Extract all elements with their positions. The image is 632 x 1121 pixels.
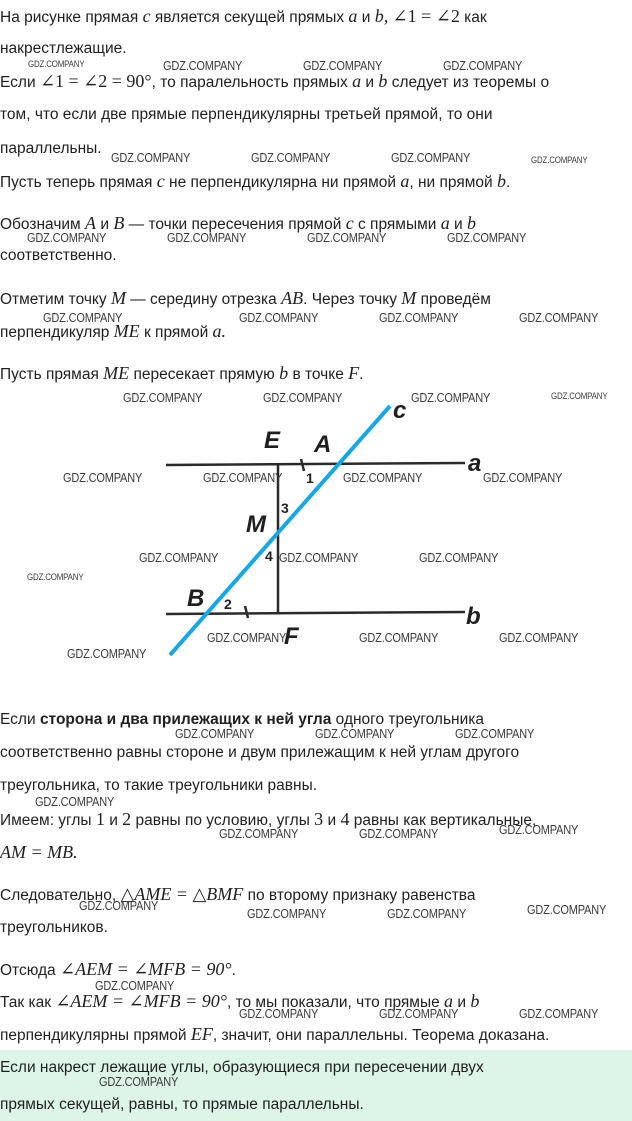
label-E: E: [264, 427, 281, 454]
label-A: A: [314, 431, 332, 458]
geometry-figure: [0, 395, 632, 670]
text: — точки пересечения прямой: [128, 216, 342, 233]
label-2: 2: [224, 596, 232, 612]
text: является секущей прямых: [154, 9, 345, 26]
callout-line-1: [0, 1058, 484, 1078]
var-B: B: [113, 213, 125, 233]
text: Если: [0, 74, 36, 91]
text: . Через точку: [303, 291, 397, 308]
watermark: GDZ.COMPANY: [387, 907, 467, 921]
paragraph-7-line-2: [0, 743, 519, 763]
label-3: 3: [281, 500, 289, 516]
tick-b: [245, 606, 248, 618]
text: , ни прямой: [409, 174, 493, 191]
paragraph-7-line-3: [0, 776, 317, 796]
var-b: b,: [374, 6, 389, 26]
angle-equation: ∠AEM = ∠MFB = 90°: [55, 991, 227, 1011]
text: — середину отрезка: [130, 291, 277, 308]
var-ME: ME: [113, 321, 140, 341]
text: треугольников.: [0, 919, 108, 936]
watermark: GDZ.COMPANY: [447, 231, 527, 245]
paragraph-1-line-2: [0, 39, 127, 59]
paragraph-1-line-1: [0, 6, 487, 28]
watermark: GDZ.COMPANY: [411, 391, 491, 405]
text: Если накрест лежащие углы, образующиеся при пересечении двух: [0, 1059, 484, 1076]
text: и: [361, 9, 371, 26]
tick-a: [301, 459, 304, 471]
watermark: GDZ.COMPANY: [379, 1007, 459, 1021]
watermark: GDZ.COMPANY: [455, 727, 535, 741]
watermark: GDZ.COMPANY: [519, 1007, 599, 1021]
number-2: 2: [122, 809, 132, 829]
text: перпендикуляр: [0, 324, 110, 341]
angle-equation: ∠AEM = ∠MFB = 90°: [60, 959, 232, 979]
watermark: GDZ.COMPANY: [531, 155, 588, 165]
watermark: GDZ.COMPANY: [239, 311, 319, 325]
paragraph-9-line-2: [0, 918, 108, 938]
label-1: 1: [306, 470, 314, 486]
text: одного треугольника: [335, 711, 485, 728]
text: и: [109, 812, 118, 829]
paragraph-9-line-1: [0, 884, 475, 906]
var-A: A: [85, 213, 97, 233]
text: по второму признаку равенства: [247, 887, 476, 904]
watermark: GDZ.COMPANY: [519, 311, 599, 325]
watermark: GDZ.COMPANY: [551, 391, 608, 401]
text: как: [464, 9, 487, 26]
var-a: a: [400, 171, 410, 191]
text: Следовательно,: [0, 887, 117, 904]
watermark: GDZ.COMPANY: [95, 979, 175, 993]
var-c: c: [142, 6, 151, 26]
watermark: GDZ.COMPANY: [251, 151, 331, 165]
paragraph-11-line-2: [0, 1024, 549, 1046]
paragraph-8-line-2: [0, 842, 78, 864]
text: , то паралельность прямых: [151, 74, 348, 91]
watermark: GDZ.COMPANY: [79, 899, 159, 913]
var-M: M: [110, 288, 126, 308]
watermark: GDZ.COMPANY: [27, 231, 107, 245]
text: Обозначим: [0, 216, 81, 233]
watermark: GDZ.COMPANY: [499, 823, 579, 837]
var-b: b: [467, 213, 477, 233]
text: пересекает прямую: [133, 366, 275, 383]
var-b: b: [279, 363, 289, 383]
var-a: a: [444, 991, 454, 1011]
text: , то мы показали, что прямые: [226, 994, 440, 1011]
text: треугольника, то такие треугольники равны.: [0, 777, 318, 794]
watermark: GDZ.COMPANY: [35, 795, 115, 809]
var-b: b: [470, 991, 480, 1011]
text: Так как: [0, 994, 52, 1011]
text: следует из теоремы о: [391, 74, 550, 91]
text: с прямыми: [358, 216, 437, 233]
text: и: [365, 74, 375, 91]
equation-am-mb: AM = MB.: [0, 842, 78, 862]
number-4: 4: [340, 809, 350, 829]
watermark: GDZ.COMPANY: [527, 903, 607, 917]
var-c: c: [156, 171, 165, 191]
triangle-equation: △AME = △BMF: [120, 884, 244, 904]
watermark: GDZ.COMPANY: [307, 231, 387, 245]
var-M: M: [401, 288, 417, 308]
line-a: [166, 463, 465, 465]
watermark: GDZ.COMPANY: [239, 1007, 319, 1021]
text: в точке: [292, 366, 344, 383]
watermark: GDZ.COMPANY: [139, 551, 219, 565]
watermark: GDZ.COMPANY: [359, 827, 439, 841]
text: проведём: [420, 291, 491, 308]
label-a: a: [468, 450, 482, 477]
var-EF: EF: [190, 1024, 213, 1044]
watermark: GDZ.COMPANY: [315, 727, 395, 741]
var-b: b: [378, 71, 388, 91]
watermark: GDZ.COMPANY: [379, 311, 459, 325]
text: На рисунке прямая: [0, 9, 139, 26]
label-c: c: [393, 397, 407, 424]
watermark: GDZ.COMPANY: [483, 471, 563, 485]
paragraph-3: [0, 171, 510, 193]
var-AB: AB: [281, 288, 304, 308]
watermark: GDZ.COMPANY: [419, 551, 499, 565]
paragraph-2-line-1: [0, 71, 549, 93]
watermark: GDZ.COMPANY: [219, 827, 299, 841]
text: Отсюда: [0, 962, 56, 979]
text: к прямой: [143, 324, 209, 341]
watermark: GDZ.COMPANY: [343, 471, 423, 485]
watermark: GDZ.COMPANY: [263, 391, 343, 405]
paragraph-5-line-1: [0, 288, 491, 310]
text: равны как вертикальные,: [353, 812, 537, 829]
text: соответственно.: [0, 247, 117, 264]
var-a: a: [440, 213, 450, 233]
watermark: GDZ.COMPANY: [303, 59, 383, 73]
watermark: GDZ.COMPANY: [359, 631, 439, 645]
text: и: [454, 216, 463, 233]
watermark: GDZ.COMPANY: [63, 471, 143, 485]
watermark: GDZ.COMPANY: [163, 59, 243, 73]
text: параллельны.: [0, 140, 102, 157]
text: накрестлежащие.: [0, 40, 127, 57]
watermark: GDZ.COMPANY: [167, 231, 247, 245]
text: Пусть теперь прямая: [0, 174, 153, 191]
number-3: 3: [314, 809, 324, 829]
watermark: GDZ.COMPANY: [175, 727, 255, 741]
watermark: GDZ.COMPANY: [207, 631, 287, 645]
label-F: F: [284, 623, 299, 650]
text: и: [327, 812, 337, 829]
text: равны по условию, углы: [135, 812, 310, 829]
text: Отметим точку: [0, 291, 107, 308]
var-ME: ME: [103, 363, 130, 383]
text: прямых секущей, равны, то прямые параллельны.: [0, 1096, 364, 1113]
text: соответственно равны стороне и двум прилежащим к ней углам другого: [0, 744, 520, 761]
label-b: b: [466, 603, 481, 630]
text: Имеем: углы: [0, 812, 92, 829]
text: .: [505, 174, 511, 191]
angle-equation: ∠1 = ∠2: [392, 6, 460, 26]
paragraph-4-line-2: [0, 246, 117, 266]
label-M: M: [246, 511, 266, 538]
text: .: [231, 962, 236, 979]
text: и: [457, 994, 467, 1011]
watermark: GDZ.COMPANY: [443, 59, 523, 73]
label-4: 4: [265, 548, 273, 564]
watermark: GDZ.COMPANY: [67, 647, 147, 661]
text: и: [100, 216, 110, 233]
text: том, что если две прямые перпендикулярны третьей прямой, то они: [0, 106, 493, 123]
var-c: c: [345, 213, 354, 233]
watermark: GDZ.COMPANY: [28, 59, 85, 69]
watermark: GDZ.COMPANY: [203, 471, 283, 485]
watermark: GDZ.COMPANY: [279, 551, 359, 565]
paragraph-2-line-3: [0, 139, 102, 159]
paragraph-2-line-2: [0, 105, 493, 125]
text: перпендикулярны прямой: [0, 1027, 187, 1044]
text: Пусть прямая: [0, 366, 99, 383]
watermark: GDZ.COMPANY: [27, 572, 84, 582]
var-a: a: [352, 71, 362, 91]
text: .: [359, 366, 364, 383]
callout-line-2: [0, 1095, 364, 1115]
watermark: GDZ.COMPANY: [391, 151, 471, 165]
paragraph-6: [0, 363, 363, 385]
var-F: F: [348, 363, 360, 383]
var-a: a.: [212, 321, 227, 341]
watermark: GDZ.COMPANY: [111, 151, 191, 165]
watermark: GDZ.COMPANY: [43, 311, 123, 325]
label-B: B: [187, 585, 205, 612]
text: , значит, они параллельны. Теорема доказана.: [212, 1027, 550, 1044]
var-a: a: [348, 6, 358, 26]
text: не перпендикулярна ни прямой: [169, 174, 397, 191]
paragraph-10: [0, 959, 236, 981]
text: Если: [0, 711, 36, 728]
number-1: 1: [95, 809, 105, 829]
watermark: GDZ.COMPANY: [123, 391, 203, 405]
watermark: GDZ.COMPANY: [99, 1075, 179, 1089]
var-b: b: [496, 171, 506, 191]
watermark: GDZ.COMPANY: [247, 907, 327, 921]
bold-text: сторона и два прилежащих к ней угла: [39, 711, 332, 728]
angle-equation: ∠1 = ∠2 = 90°: [39, 71, 152, 91]
watermark: GDZ.COMPANY: [499, 631, 579, 645]
line-b: [166, 612, 465, 614]
